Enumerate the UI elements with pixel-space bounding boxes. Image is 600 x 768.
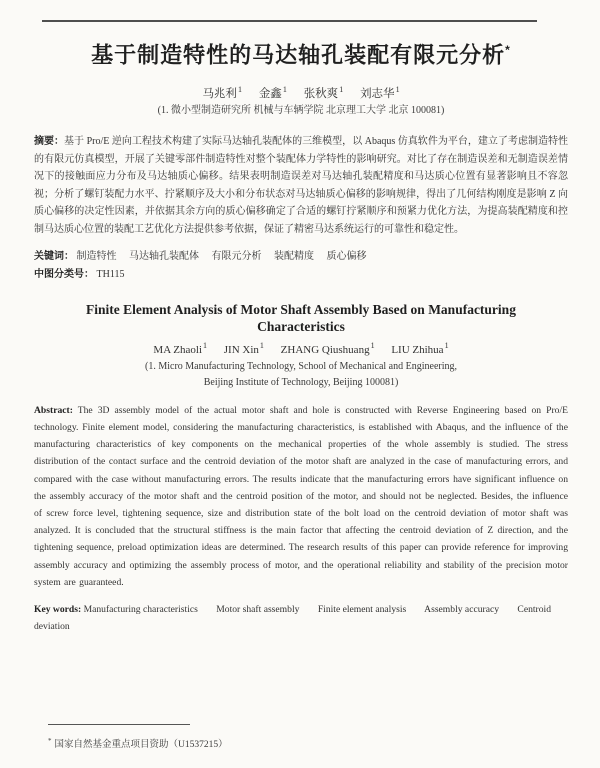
chinese-abstract-text: 基于 Pro/E 逆向工程技术构建了实际马达轴孔装配体的三维模型，以 Abaqus 仿真软件为平台，建立了考虑制造特性的有限元仿真模型，开展了关键零部件制造特性对整个装配体力学特性的影响研究。对比了存在制造误差和无制造误差情况下的接触面应力分布及马达轴质心偏移。结果表明制造误差对马达轴孔装配精度和马达质心位置有显著影响且不容忽视；分析了螺钉装配力水平、拧紧顺序及大小和分布状态对马达轴质心偏移的影响规律，得出了几何结构刚度是影响 Z 向质心偏移的决定性因素，并依据其余方向的质心偏移确定了合适的螺钉拧紧顺序和预紧力优化方法，为提高装配精度和控制马达质心位置的装配工艺优化方法提供参考依据，保证了精密马达系统运行的可靠性和稳定性。 — [34, 136, 568, 235]
author-affiliation-sup: 1 — [282, 85, 287, 95]
english-title — [34, 301, 568, 335]
page-content — [34, 30, 568, 635]
keyword-en: Assembly accuracy — [424, 603, 500, 615]
english-keywords-row — [34, 601, 568, 635]
chinese-affiliation: (1. 微小型制造研究所 机械与车辆学院 北京理工大学 北京 100081) — [157, 105, 445, 117]
keyword-en: Finite element analysis — [317, 603, 407, 615]
author-en-2 — [223, 341, 264, 356]
author-affiliation-sup: 1 — [444, 341, 449, 351]
author-affiliation-sup: 1 — [395, 85, 400, 95]
chinese-keywords-row — [34, 248, 568, 266]
english-section — [34, 301, 568, 635]
english-abstract — [34, 402, 568, 591]
clc-number: TH115 — [96, 268, 125, 280]
author-en-3 — [280, 341, 375, 356]
english-title-line2: Characteristics — [257, 319, 345, 335]
keyword-en: Manufacturing characteristics — [83, 603, 198, 615]
keyword-en: Motor shaft assembly — [216, 603, 300, 615]
chinese-title — [34, 36, 568, 69]
footnote-rule — [48, 724, 190, 725]
author-name: 张秋爽 — [303, 88, 339, 101]
header-rule — [42, 20, 537, 22]
title-footnote-marker: * — [505, 43, 511, 57]
chinese-title-text: 基于制造特性的马达轴孔装配有限元分析 — [91, 42, 506, 68]
footnote-text — [48, 735, 448, 751]
chinese-abstract — [34, 133, 568, 238]
author-en-4 — [391, 341, 449, 356]
english-affiliation-line1: (1. Micro Manufacturing Technology, School of Mechanical and Engineering, — [145, 360, 457, 372]
footnote-marker: * — [48, 737, 52, 745]
chinese-abstract-label: 摘要： — [34, 136, 65, 148]
keyword-cn: 质心偏移 — [326, 251, 367, 263]
author-cn-4 — [360, 85, 400, 101]
chinese-keywords-label: 关键词： — [34, 251, 74, 263]
english-title-line1: Finite Element Analysis of Motor Shaft Assembly Based on Manufacturing — [86, 302, 516, 318]
keyword-cn: 有限元分析 — [211, 251, 262, 263]
author-affiliation-sup: 1 — [370, 341, 375, 351]
author-cn-1 — [202, 85, 242, 101]
author-name: JIN Xin — [223, 343, 259, 356]
author-name: ZHANG Qiushuang — [280, 343, 370, 356]
footnote-funding-text: 国家自然基金重点项目资助（U1537215） — [54, 740, 228, 751]
author-en-1 — [153, 341, 208, 356]
english-abstract-label: Abstract: — [34, 404, 73, 416]
author-affiliation-sup: 1 — [203, 341, 208, 351]
author-cn-3 — [303, 85, 344, 101]
english-abstract-text: The 3D assembly model of the actual motor shaft and hole is constructed with Reverse Engineering based on Pro/E technology. Finite element model, considering the manufacturing characteristics, is established with Abaqus, and the influence of the manufacturing characteristics of key components on the mechanical properties of the whole assembly is studied. The stress distribution of the contact surface and the centroid deviation of the motor shaft are analyzed in the case of manufacturing errors, and compared with the case without manufacturing errors. The results indicate that the manufacturing errors have significant influence on the assembly accuracy of the motor shaft and the centroid position of the motor, and should not be neglected. Besides, the influence of screw force level, tightening sequence, size and distribution state of the bolt load on the centroid deviation of motor shaft was analyzed. It is concluded that the structural stiffness is the main factor that affecting the centroid deviation of Z direction, and the tightening sequence, preload optimization ideas are determined. The research results of this paper can provide reference for improving assembly accuracy and optimizing the assembly process of motor, and the operational reliability and stability of the precision motor system are guaranteed. — [34, 404, 568, 588]
author-name: 刘志华 — [360, 88, 395, 101]
keyword-cn: 装配精度 — [274, 251, 314, 263]
english-keywords-label: Key words: — [34, 603, 82, 615]
english-authors-row — [34, 339, 568, 357]
keyword-cn: 马达轴孔装配体 — [129, 251, 199, 263]
keyword-cn: 制造特性 — [76, 251, 117, 263]
author-affiliation-sup: 1 — [259, 341, 264, 351]
author-affiliation-sup: 1 — [339, 85, 344, 95]
author-name: MA Zhaoli — [153, 343, 203, 356]
footnote-block — [48, 724, 448, 751]
author-name: 金鑫 — [258, 88, 282, 101]
chinese-authors-row — [34, 83, 568, 101]
author-cn-2 — [258, 85, 287, 101]
author-name: 马兆利 — [202, 88, 237, 101]
clc-label: 中图分类号： — [34, 268, 94, 280]
clc-row — [34, 266, 568, 284]
author-affiliation-sup: 1 — [237, 85, 242, 95]
english-affiliation-line2: Beijing Institute of Technology, Beijing 100081) — [203, 377, 399, 389]
author-name: LIU Zhihua — [391, 343, 444, 356]
keyword-en: Centroid deviation — [34, 603, 551, 632]
